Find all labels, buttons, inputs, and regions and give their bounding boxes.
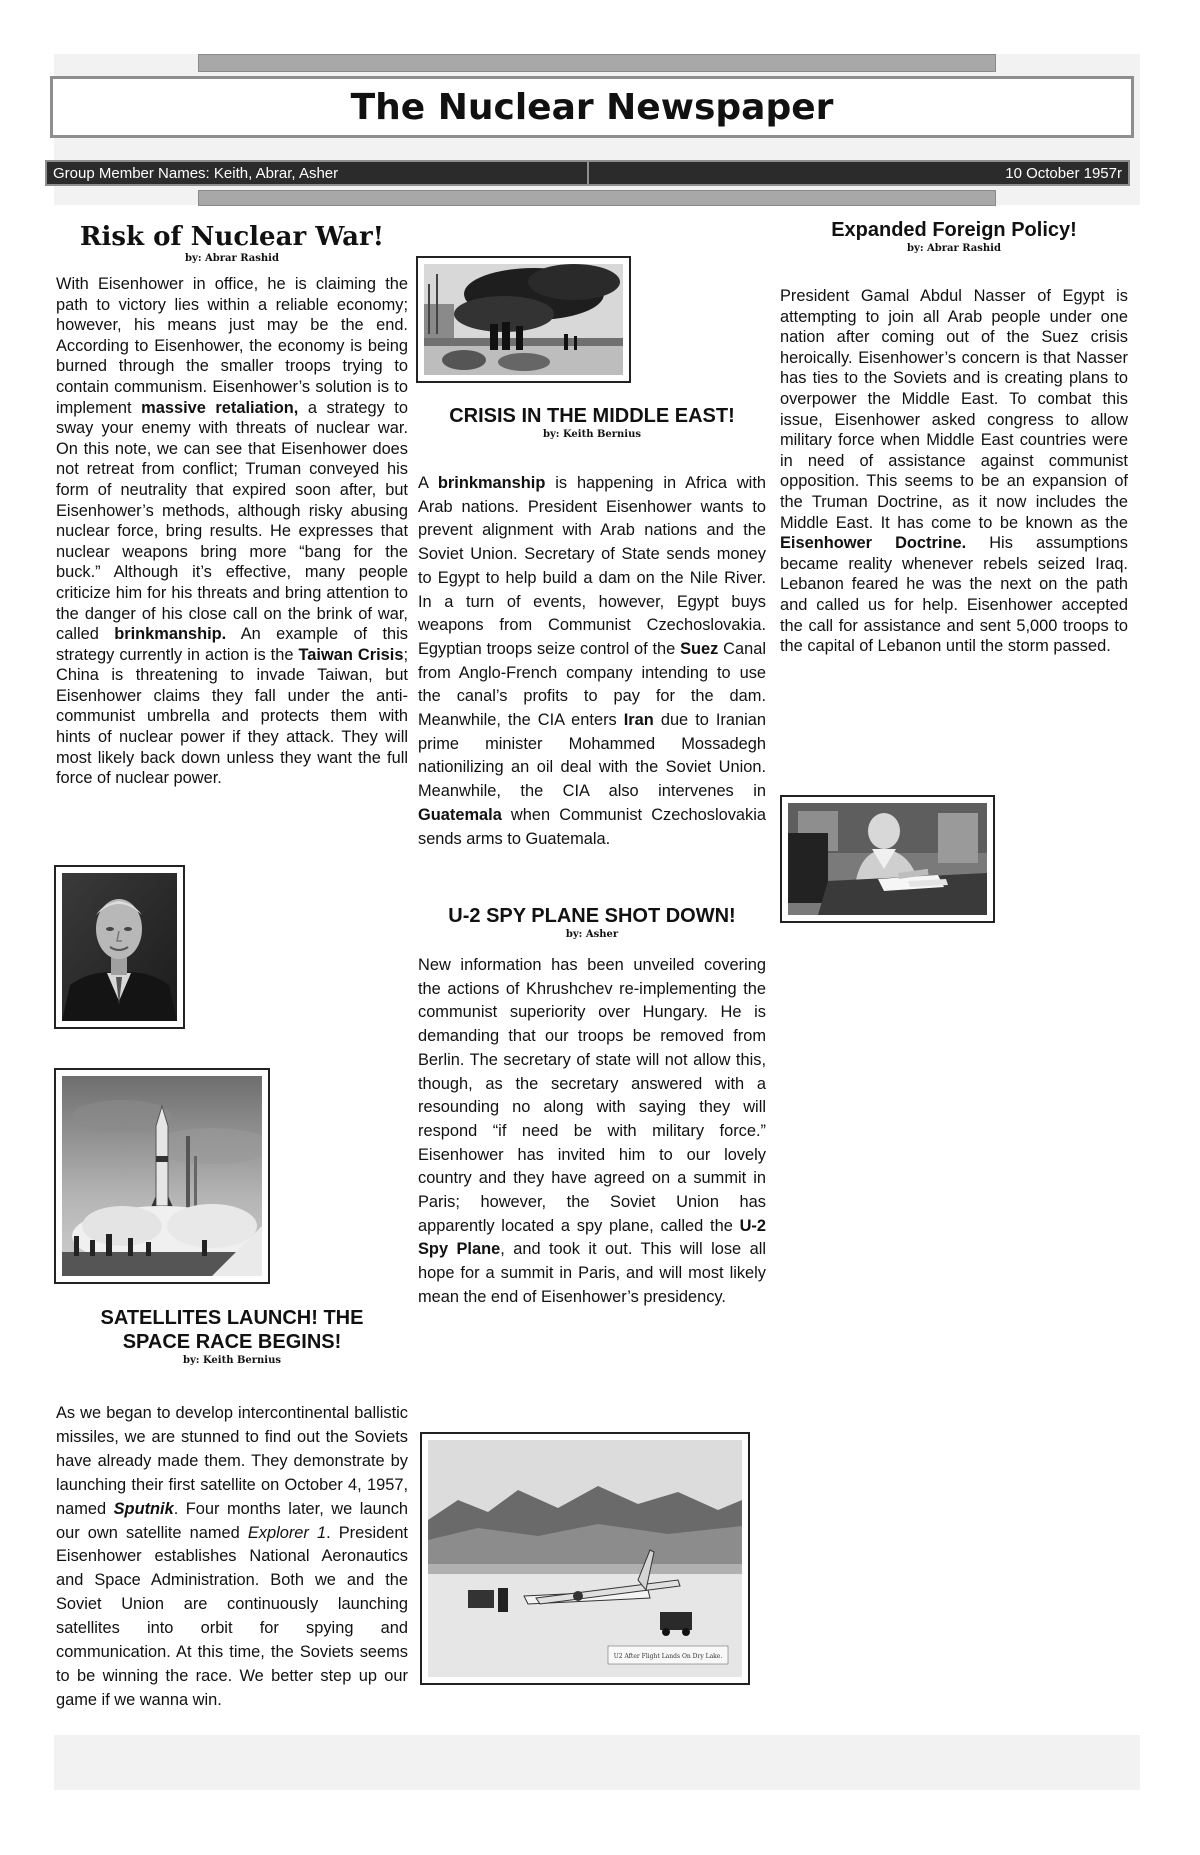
top-decorative-bar: [198, 54, 996, 72]
rocket-launch-photo: [54, 1068, 270, 1284]
group-member-names: Group Member Names: Keith, Abrar, Asher: [53, 165, 339, 182]
member-bar: [45, 160, 1130, 186]
article-headline: CRISIS IN THE MIDDLE EAST!: [449, 405, 735, 427]
masthead: [50, 76, 1134, 138]
article-risk-of-nuclear-war: [56, 222, 408, 789]
article-body: With Eisenhower in office, he is claiming the path to victory lies within a reliable economy; however, his means just may be the end. According to Eisenhower, the economy is being burned through the smaller troops trying to contain communism. Eisenhower’s solution is to implement massive retaliation, a strategy to sway your enemy with threats of nuclear war. On this note, we can see that Eisenhower does not retreat from conflict; Truman conveyed his form of neutrality that expired soon after, but Eisenhower’s methods, although risky abusing nuclear force, bring results. He expresses that nuclear weapons bring more “bang for the buck.” Although it’s effective, many people criticize him for his threats and bring attention to the danger of his close call on the brink of war, called brinkmanship. An example of this strategy currently in action is the Taiwan Crisis; China is threatening to invade Taiwan, but Eisenhower claims they fall under the anti-communist umbrella and protects them with hints of nuclear power if they attack. They will most likely back down unless they want the full force of nuclear power.: [56, 275, 408, 788]
article-byline: by: Keith Bernius: [182, 1355, 282, 1366]
article-u2-spy-plane: [418, 904, 766, 1310]
article-headline: U-2 SPY PLANE SHOT DOWN!: [448, 905, 736, 927]
article-crisis-middle-east: [418, 404, 766, 851]
middle-decorative-bar: [198, 190, 996, 206]
newspaper-title: The Nuclear Newspaper: [350, 87, 834, 128]
article-byline: by: Asher: [565, 929, 619, 940]
middle-east-crisis-photo: [416, 256, 631, 383]
article-headline: Risk of Nuclear War!: [79, 222, 385, 252]
article-byline: by: Abrar Rashid: [185, 253, 279, 264]
issue-date: 10 October 1957r: [1005, 165, 1122, 182]
article-satellites-launch: [56, 1306, 408, 1713]
eisenhower-portrait-photo: [54, 865, 185, 1029]
u2-plane-photo: [420, 1432, 750, 1685]
member-bar-divider: [587, 162, 589, 184]
article-byline: by: Keith Bernius: [542, 429, 642, 440]
article-body: New information has been unveiled covering the actions of Khrushchev re-implementing the communist superiority over Hungary. He is demanding that our troops be removed from Berlin. The secretary of state will not allow this, though, as the secretary answered with a resounding no along with saying they will respond “if need be with military force.” Eisenhower has invited him to our lovely country and they have agreed on a summit in Paris; however, the Soviet Union has apparently located a spy plane, called the U-2 Spy Plane, and took it out. This will lose all hope for a summit in Paris, and will most likely mean the end of Eisenhower’s presidency.: [418, 956, 767, 1306]
article-headline: SATELLITES LAUNCH! THE SPACE RACE BEGINS!: [100, 1307, 364, 1353]
article-body: As we began to develop intercontinental ballistic missiles, we are stunned to find out the Soviets have already made them. They demonstrate by launching their first satellite on October 4, 1957, named Sputnik. Four months later, we launch our own satellite named Explorer 1. President Eisenhower establishes National Aeronautics and Space Administration. Both we and the Soviet Union are continuously launching satellites into orbit for spying and communication. At this time, the Soviets seems to be winning the race. We better step up our game if we wanna win.: [56, 1404, 409, 1709]
article-expanded-foreign-policy: [780, 218, 1128, 657]
article-body: President Gamal Abdul Nasser of Egypt is attempting to join all Arab people under one nation after coming out of the Suez crisis heroically. Eisenhower’s concern is that Nasser has ties to the Soviets and is creating plans to overpower the Middle East. To combat this issue, Eisenhower asked congress to allow military force when Middle East countries were in need of assistance against communist opposition. This seems to be an expansion of the Truman Doctrine, as it now includes the Middle East. It has come to be known as the Eisenhower Doctrine. His assumptions became reality whenever rebels seized Iraq. Lebanon feared he was the next on the path and called us for help. Eisenhower accepted the call for assistance and sent 5,000 troops to the capital of Lebanon until the storm passed.: [780, 287, 1128, 656]
plane-photo-caption: U2 After Flight Lands On Dry Lake.: [613, 1653, 723, 1660]
eisenhower-signing-photo: [780, 795, 995, 923]
article-body: A brinkmanship is happening in Africa with Arab nations. President Eisenhower wants to prevent alignment with Arab nations and the Soviet Union. Secretary of State sends money to Egypt to help build a dam on the Nile River. In a turn of events, however, Egypt buys weapons from Communist Czechoslovakia. Egyptian troops seize control of the Suez Canal from Anglo-French company intending to use the canal’s profits to pay for the dam. Meanwhile, the CIA enters Iran due to Iranian prime minister Mohammed Mossadegh nationilizing an oil deal with the Soviet Union. Meanwhile, the CIA also intervenes in Guatemala when Communist Czechoslovakia sends arms to Guatemala.: [418, 474, 766, 848]
article-headline: Expanded Foreign Policy!: [831, 219, 1077, 241]
article-byline: by: Abrar Rashid: [907, 243, 1001, 254]
